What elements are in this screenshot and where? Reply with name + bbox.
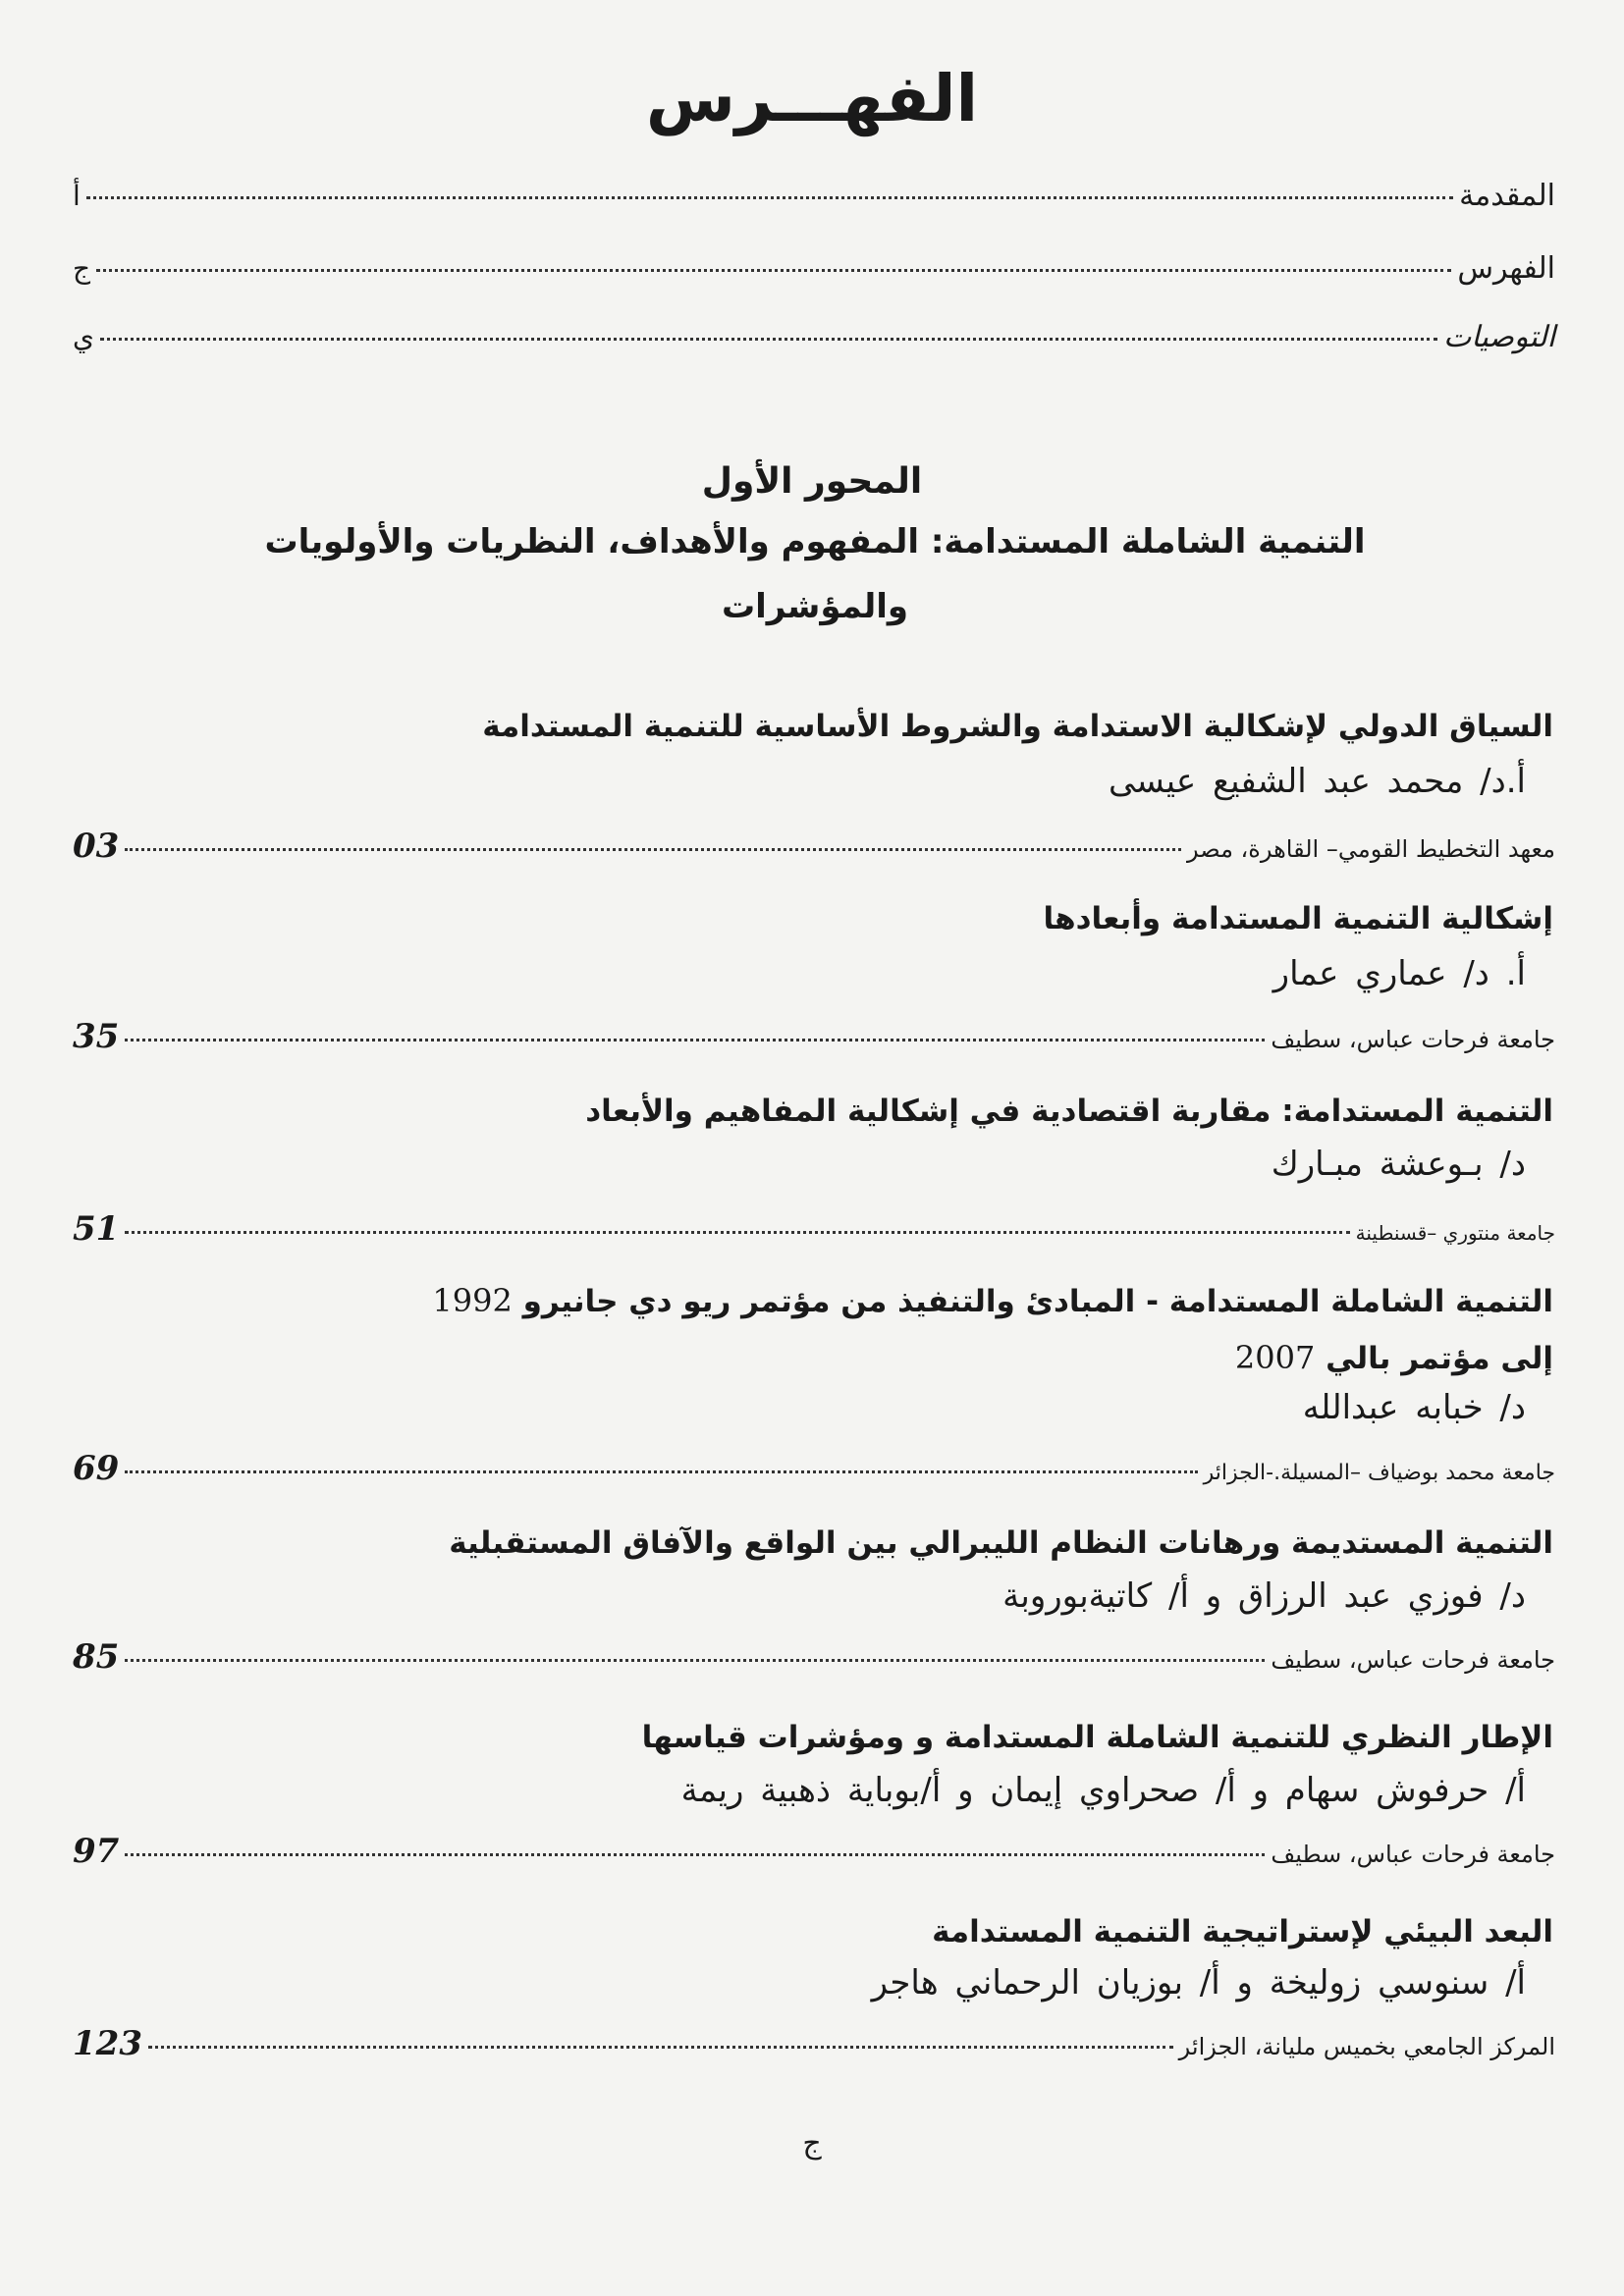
entry-affiliation-row (73, 1017, 1555, 1056)
entry-title-year: 1992 (432, 1282, 513, 1319)
toc-label: الفهرس (1457, 251, 1555, 286)
entry-affiliation: جامعة فرحات عباس، سطيف (1271, 1026, 1555, 1053)
footer-page-number: ج (802, 2126, 822, 2161)
entry-author: أ/ سنوسي زوليخة و أ/ بوزيان الرحماني هاجر (871, 1963, 1526, 2002)
entry-affiliation: معهد التخطيط القومي– القاهرة، مصر (1187, 835, 1555, 863)
entry-title-text: التنمية الشاملة المستدامة - المبادئ والتنفيذ من مؤتمر ريو دي جانيرو (522, 1284, 1553, 1319)
entry-affiliation-row (73, 1449, 1555, 1488)
dotted-leader (125, 848, 1181, 851)
entry-author: أ/ حرفوش سهام و أ/ صحراوي إيمان و أ/بوباية ذهبية ريمة (680, 1771, 1526, 1810)
page-title: الفهـــرس (645, 61, 979, 136)
dotted-leader (125, 1039, 1265, 1041)
dotted-leader (125, 1659, 1265, 1662)
axis-subtitle-continued: والمؤشرات (721, 587, 909, 626)
entry-page-number: 69 (73, 1449, 120, 1488)
entry-title: إشكالية التنمية المستدامة وأبعادها (1043, 901, 1553, 936)
entry-page-number: 97 (73, 1832, 120, 1871)
axis-subtitle: التنمية الشاملة المستدامة: المفهوم والأهداف، النظريات والأولويات (264, 522, 1366, 561)
entry-page-number: 35 (73, 1017, 120, 1056)
entry-title: السياق الدولي لإشكالية الاستدامة والشروط الأساسية للتنمية المستدامة (482, 709, 1553, 744)
entry-affiliation-row (73, 1209, 1555, 1249)
entry-affiliation: جامعة فرحات عباس، سطيف (1271, 1841, 1555, 1868)
dotted-leader (125, 1853, 1265, 1856)
toc-label: التوصيات (1443, 320, 1555, 354)
entry-affiliation-row (73, 827, 1555, 866)
toc-row-index (73, 251, 1555, 286)
entry-page-number: 51 (73, 1209, 120, 1249)
entry-author: أ.د/ محمد عبد الشفيع عيسى (1108, 762, 1526, 801)
dotted-leader (96, 269, 1451, 272)
entry-affiliation: جامعة فرحات عباس، سطيف (1271, 1646, 1555, 1674)
entry-title-continued (73, 1339, 1553, 1376)
entry-author: د/ خبابه عبدالله (1302, 1388, 1526, 1427)
entry-title: البعد البيئي لإستراتيجية التنمية المستدامة (932, 1914, 1553, 1949)
axis-title: المحور الأول (701, 461, 923, 502)
toc-page-number: ي (73, 321, 94, 353)
entry-title: الإطار النظري للتنمية الشاملة المستدامة و ومؤشرات قياسها (641, 1720, 1553, 1755)
dotted-leader (86, 196, 1453, 199)
entry-page-number: 123 (73, 2024, 142, 2063)
entry-title: التنمية المستديمة ورهانات النظام الليبرالي بين الواقع والآفاق المستقبلية (449, 1525, 1553, 1561)
entry-author: د/ بـوعشة مبـارك (1271, 1145, 1526, 1184)
entry-title-year: 2007 (1234, 1339, 1316, 1376)
entry-title (73, 1282, 1553, 1319)
entry-affiliation: جامعة محمد بوضياف –المسيلة.-الجزائر (1203, 1461, 1555, 1485)
entry-affiliation-row (73, 1832, 1555, 1871)
entry-affiliation: جامعة منتوري –قسنطينة (1355, 1221, 1555, 1245)
dotted-leader (125, 1470, 1197, 1473)
entry-affiliation: المركز الجامعي بخميس مليانة، الجزائر (1178, 2033, 1555, 2060)
entry-affiliation-row (73, 1637, 1555, 1677)
toc-page-number: أ (73, 180, 81, 212)
entry-title: التنمية المستدامة: مقاربة اقتصادية في إشكالية المفاهيم والأبعاد (585, 1094, 1553, 1129)
entry-affiliation-row (73, 2024, 1555, 2063)
dotted-leader (148, 2046, 1173, 2049)
entry-author: أ. د/ عماري عمار (1272, 954, 1526, 993)
toc-label: المقدمة (1459, 179, 1555, 213)
dotted-leader (100, 338, 1437, 341)
entry-page-number: 03 (73, 827, 120, 866)
toc-page-number: ج (73, 252, 91, 285)
toc-row-introduction (73, 179, 1555, 213)
dotted-leader (125, 1231, 1349, 1234)
entry-author: د/ فوزي عبد الرزاق و أ/ كاتيةبوروبة (1002, 1576, 1526, 1616)
toc-row-recommendations (73, 320, 1555, 354)
entry-page-number: 85 (73, 1637, 120, 1677)
entry-title-text: إلى مؤتمر بالي (1326, 1341, 1553, 1376)
